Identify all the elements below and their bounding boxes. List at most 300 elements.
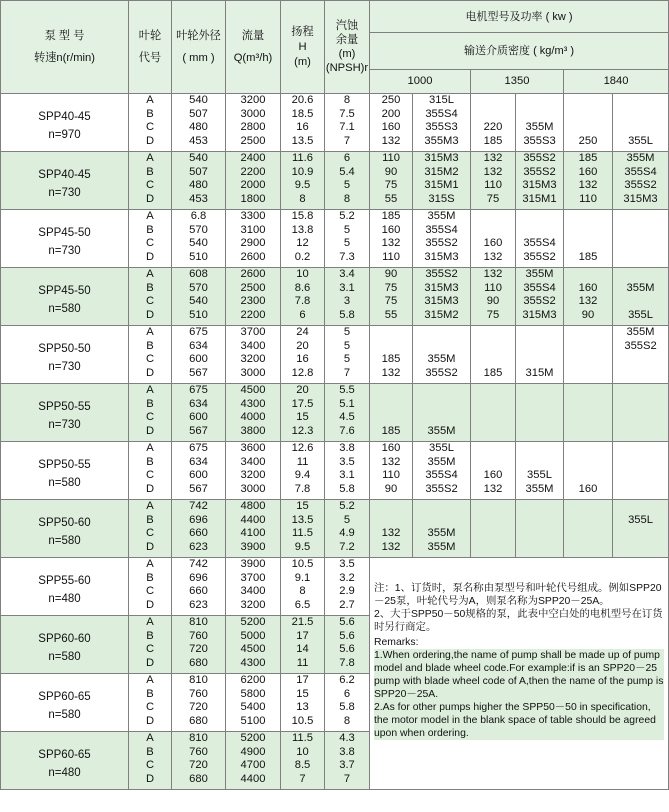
motor-1000-model-cell <box>413 152 471 210</box>
impeller-code-cell <box>129 732 172 790</box>
flow-cell-line: 4000 <box>240 411 266 424</box>
flow-cell-line: 3000 <box>240 366 266 379</box>
npsh-cell-line: 5.2 <box>339 210 355 222</box>
pump-model-cell <box>1 732 129 790</box>
impeller-code-cell <box>129 500 172 558</box>
impeller-code-cell-line: D <box>145 308 155 321</box>
head-cell-line: 9.5 <box>294 540 311 553</box>
head-cell-line: 18.5 <box>291 107 314 120</box>
impeller-dia-cell-line: 810 <box>189 674 208 686</box>
impeller-code-cell-line: C <box>145 759 155 772</box>
impeller-code-cell-line: A <box>146 268 154 280</box>
impeller-code-cell-line: C <box>145 353 155 366</box>
flow-cell-line: 5800 <box>240 687 266 700</box>
motor-1350-kw-cell-line <box>471 210 515 224</box>
npsh-cell-line: 7.2 <box>339 540 355 553</box>
head-cell-line: 16 <box>296 353 309 366</box>
head-cell-line: 13 <box>296 701 309 714</box>
motor-1840-kw-cell-line <box>564 94 612 108</box>
model-header-label: 泵 型 号 <box>44 30 85 42</box>
motor-1350-kw-cell-line: 110 <box>484 179 502 192</box>
impeller-code-cell-line: C <box>145 295 155 308</box>
motor-1000-kw-cell-line <box>370 500 412 514</box>
impeller-code-cell-line: A <box>146 326 154 338</box>
motor-1840-kw-cell-line <box>564 541 612 555</box>
impeller-dia-cell-line: 453 <box>189 134 208 147</box>
impeller-code-cell-line: C <box>145 121 155 134</box>
flow-cell-line: 3900 <box>240 540 266 553</box>
motor-1840-kw-cell-line <box>564 456 612 470</box>
npsh-cell <box>325 558 370 616</box>
impeller-dia-cell-line: 540 <box>189 237 208 250</box>
impeller-code-cell-line: B <box>146 339 154 352</box>
impeller-dia-cell-line: 720 <box>189 643 208 656</box>
impeller-code-cell-line: D <box>145 366 155 379</box>
motor-1840-model-cell-line <box>613 541 668 555</box>
head-cell-line: 11 <box>296 455 309 468</box>
head-cell <box>281 326 325 384</box>
motor-1000-model-cell <box>413 500 471 558</box>
motor-1840-kw-cell-line <box>564 108 612 122</box>
head-cell-line: 24 <box>296 326 309 338</box>
impeller-code-cell-line: B <box>146 107 154 120</box>
impeller-dia-cell-line: 567 <box>189 482 208 495</box>
impeller-code-cell <box>129 94 172 152</box>
npsh-cell-line: 5 <box>343 513 351 526</box>
motor-1350-kw-cell-line <box>471 94 515 108</box>
motor-1350-model-cell-line: 315M3 <box>522 179 557 192</box>
flow-cell <box>226 384 281 442</box>
impeller-dia-cell-line: 600 <box>189 353 208 366</box>
motor-1350-kw-cell-line: 185 <box>483 366 503 379</box>
npsh-cell-line: 3.5 <box>339 558 355 570</box>
pump-model-cell <box>1 384 129 442</box>
impeller-code-cell <box>129 210 172 268</box>
impeller-code-cell-line: A <box>146 616 154 628</box>
motor-1840-model-cell-line <box>613 483 668 497</box>
motor-1350-model-cell <box>516 268 564 326</box>
impeller-code-cell-line: D <box>145 134 155 147</box>
impeller-code-cell-line: B <box>146 513 154 526</box>
npsh-cell <box>325 616 370 674</box>
head-cell-line: 15 <box>296 500 309 512</box>
head-header-line2: H <box>298 40 307 53</box>
flow-header <box>226 1 281 94</box>
motor-1000-model-cell-line: 315M3 <box>424 152 459 164</box>
impeller-dia-cell-line: 623 <box>189 598 208 611</box>
motor-1350-model-cell-line <box>516 210 563 224</box>
impeller-code-cell-line: B <box>146 571 154 584</box>
head-header <box>281 1 325 94</box>
motor-1840-kw-cell-line <box>564 442 612 456</box>
impeller-code-cell-line: C <box>145 237 155 250</box>
notes-cell <box>370 558 669 790</box>
motor-1350-kw-cell-line <box>471 340 515 354</box>
motor-1350-kw-cell-line: 90 <box>486 295 500 308</box>
motor-1840-model-cell-line: 315M3 <box>623 192 658 205</box>
motor-1840-kw-cell-line: 185 <box>578 250 598 263</box>
motor-1840-kw-cell <box>564 152 613 210</box>
head-cell-line: 9.4 <box>294 469 311 482</box>
pump-group-row <box>1 384 669 442</box>
pump-group-row <box>1 442 669 500</box>
flow-cell <box>226 210 281 268</box>
head-cell-line: 17 <box>296 674 309 686</box>
npsh-header <box>325 1 370 94</box>
pump-model: SPP60-60 <box>38 633 91 645</box>
head-cell-line: 11.5 <box>292 527 313 540</box>
motor-1840-model-cell-line <box>613 353 668 367</box>
motor-1840-model-cell-line <box>613 367 668 381</box>
flow-cell-line: 3000 <box>240 107 266 120</box>
motor-1350-model-cell <box>516 210 564 268</box>
motor-1840-model-cell-line: 355L <box>628 513 653 526</box>
impeller-dia-cell-line: 540 <box>189 94 208 106</box>
impeller-dia-cell-line: 634 <box>189 455 208 468</box>
impeller-code-cell-line: B <box>146 745 154 758</box>
npsh-cell <box>325 268 370 326</box>
flow-cell <box>226 152 281 210</box>
npsh-cell-line: 5 <box>343 339 351 352</box>
impeller-dia-cell-line: 760 <box>189 687 208 700</box>
npsh-cell-line: 5.8 <box>339 701 355 714</box>
npsh-cell-line: 3.5 <box>339 455 355 468</box>
motor-1000-model-cell-line: 315M3 <box>424 250 459 263</box>
motor-1000-kw-cell-line: 90 <box>384 268 398 280</box>
motor-1350-model-cell-line: 355S2 <box>523 295 556 308</box>
impeller-dia-cell-line: 608 <box>189 268 208 280</box>
pump-group-row <box>1 210 669 268</box>
motor-1000-kw-cell <box>370 94 413 152</box>
motor-1840-kw-cell-line <box>564 411 612 425</box>
motor-1350-model-cell-line <box>516 224 563 238</box>
motor-1840-kw-cell-line: 185 <box>578 152 598 164</box>
flow-cell-line: 3400 <box>240 455 266 468</box>
flow-cell-line: 4800 <box>240 500 266 512</box>
head-cell-line: 10 <box>296 268 309 280</box>
flow-header-line2: Q(m³/h) <box>233 52 273 64</box>
pump-speed: n=580 <box>48 303 81 315</box>
npsh-cell-line: 3.7 <box>339 759 355 772</box>
impeller-dia-cell-line: 570 <box>189 223 208 236</box>
motor-1000-model-cell-line: 355M <box>427 527 456 540</box>
motor-1350-model-cell-line <box>516 456 563 470</box>
head-cell-line: 17 <box>296 629 309 642</box>
pump-model-cell <box>1 326 129 384</box>
motor-1350-model-cell-line <box>516 340 563 354</box>
impeller-dia-cell-line: 510 <box>189 308 208 321</box>
npsh-cell-line: 6.2 <box>339 674 355 686</box>
npsh-cell-line: 5.6 <box>339 643 355 656</box>
impeller-code-cell <box>129 616 172 674</box>
motor-1840-kw-cell-line <box>564 398 612 412</box>
pump-group-row <box>1 500 669 558</box>
flow-cell-line: 4900 <box>240 745 266 758</box>
impeller-dia-cell-line: 696 <box>189 513 208 526</box>
motor-1000-model-cell <box>413 326 471 384</box>
motor-1840-model-cell-line <box>613 268 668 282</box>
motor-1840-model-cell-line <box>613 384 668 398</box>
motor-1000-model-cell-line: 355S4 <box>425 223 458 236</box>
pump-model: SPP60-65 <box>38 691 91 703</box>
pump-model: SPP50-60 <box>38 517 91 529</box>
motor-1840-kw-cell-line: 160 <box>578 482 598 495</box>
motor-1840-model-cell-line <box>613 469 668 483</box>
motor-1350-kw-cell-line <box>471 398 515 412</box>
pump-model: SPP60-65 <box>38 749 91 761</box>
flow-cell <box>226 558 281 616</box>
pump-model-cell <box>1 674 129 732</box>
head-cell-line: 16 <box>296 121 309 134</box>
npsh-cell-line: 3.1 <box>339 469 355 482</box>
head-cell-line: 7.8 <box>294 482 311 495</box>
pump-model: SPP50-50 <box>38 343 91 355</box>
motor-1840-model-cell-line <box>613 527 668 541</box>
flow-cell-line: 3800 <box>240 424 266 437</box>
motor-1840-model-cell <box>613 442 669 500</box>
impeller-code-cell-line: D <box>145 714 155 727</box>
impeller-code-cell-line: A <box>146 210 154 222</box>
motor-1840-model-cell-line: 355S2 <box>624 339 657 352</box>
impeller-code-cell-line: C <box>145 643 155 656</box>
motor-1350-kw-cell-line: 75 <box>486 192 500 205</box>
motor-header: 电机型号及功率 ( kw ) <box>370 1 669 33</box>
flow-cell-line: 2300 <box>240 295 266 308</box>
motor-1840-kw-cell-line: 250 <box>578 134 598 147</box>
head-cell-line: 10.9 <box>291 165 314 178</box>
flow-cell-line: 3900 <box>240 558 266 570</box>
flow-cell-line: 2500 <box>240 134 266 147</box>
motor-1000-kw-cell-line: 200 <box>381 107 401 120</box>
motor-1000-model-cell-line <box>413 514 470 528</box>
npsh-cell-line: 5.6 <box>339 629 355 642</box>
impeller-code-cell-line: A <box>146 558 154 570</box>
npsh-cell-line: 3.1 <box>339 281 355 294</box>
npsh-cell-line: 3.2 <box>339 571 355 584</box>
head-cell <box>281 442 325 500</box>
impeller-dia-cell-line: 634 <box>189 339 208 352</box>
head-cell-line: 10 <box>296 745 309 758</box>
impeller-dia-header-line2: ( mm ) <box>182 52 215 64</box>
impeller-dia-cell <box>172 442 226 500</box>
motor-1000-kw-cell-line: 110 <box>382 469 400 482</box>
impeller-dia-cell-line: 507 <box>189 107 208 120</box>
pump-model: SPP40-45 <box>38 111 91 123</box>
motor-1000-kw-cell-line: 75 <box>384 179 398 192</box>
motor-1350-kw-cell <box>471 500 516 558</box>
impeller-dia-cell-line: 600 <box>189 469 208 482</box>
flow-cell <box>226 674 281 732</box>
pump-speed: n=580 <box>48 477 81 489</box>
motor-1000-model-cell <box>413 268 471 326</box>
motor-1000-kw-cell-line: 160 <box>381 442 401 454</box>
motor-1350-kw-cell-line: 132 <box>483 250 503 263</box>
notes-cn-1: 注：1、订货时，泵名称由泵型号和叶轮代号组成。例如SPP20－25泵，叶轮代号为A，则泵名称为SPP20－25A。 <box>374 583 662 607</box>
npsh-cell-line: 5.1 <box>339 397 355 410</box>
motor-1350-model-cell-line <box>516 442 563 456</box>
motor-1350-kw-cell <box>471 152 516 210</box>
motor-1840-model-cell-line: 355S4 <box>624 165 657 178</box>
npsh-cell-line: 5 <box>343 237 351 250</box>
motor-1000-model-cell-line <box>413 398 470 412</box>
motor-1000-kw-cell-line: 90 <box>384 165 398 178</box>
motor-1840-model-cell-line <box>613 425 668 439</box>
npsh-cell-line: 5.2 <box>339 500 355 512</box>
pump-speed: n=730 <box>48 419 81 431</box>
impeller-code-cell-line: D <box>145 656 155 669</box>
motor-1350-kw-cell <box>471 268 516 326</box>
impeller-code-cell-line: D <box>145 482 155 495</box>
motor-1000-model-cell-line: 355S3 <box>425 121 458 134</box>
motor-1000-model-cell-line: 355S4 <box>425 107 458 120</box>
motor-1840-kw-cell-line <box>564 340 612 354</box>
head-cell-line: 20 <box>296 384 309 396</box>
npsh-cell-line: 5.4 <box>339 165 355 178</box>
flow-cell <box>226 732 281 790</box>
impeller-dia-cell-line: 567 <box>189 366 208 379</box>
motor-1350-model-cell-line <box>516 398 563 412</box>
flow-cell-line: 6200 <box>240 674 266 686</box>
motor-1350-kw-cell-line <box>471 411 515 425</box>
flow-cell-line: 2800 <box>240 121 266 134</box>
impeller-dia-cell <box>172 326 226 384</box>
motor-1350-model-cell-line: 355M <box>525 121 554 134</box>
head-cell-line: 14 <box>296 643 309 656</box>
impeller-dia-cell-line: 742 <box>189 558 208 570</box>
motor-1000-kw-cell <box>370 210 413 268</box>
flow-cell-line: 4400 <box>240 772 266 785</box>
motor-1840-model-cell <box>613 384 669 442</box>
npsh-cell-line: 5.6 <box>339 616 355 628</box>
motor-1000-model-cell-line: 355L <box>429 442 454 454</box>
head-cell-line: 9.5 <box>294 179 311 192</box>
motor-1840-kw-cell-line <box>564 500 612 514</box>
impeller-code-header-line1: 叶轮 <box>138 30 162 42</box>
flow-cell-line: 3000 <box>240 482 266 495</box>
density-1840: 1840 <box>564 70 669 94</box>
pump-speed: n=730 <box>48 361 81 373</box>
impeller-dia-cell-line: 6.8 <box>190 210 207 222</box>
impeller-dia-cell-line: 675 <box>189 442 208 454</box>
motor-1350-kw-cell <box>471 326 516 384</box>
motor-1350-kw-cell-line <box>471 541 515 555</box>
npsh-cell-line: 2.9 <box>339 585 355 598</box>
motor-1350-model-cell-line: 355S2 <box>523 165 556 178</box>
motor-1840-kw-cell <box>564 500 613 558</box>
pump-model: SPP50-55 <box>38 401 91 413</box>
npsh-cell-line: 7.6 <box>339 424 355 437</box>
head-cell <box>281 732 325 790</box>
motor-1350-model-cell <box>516 500 564 558</box>
motor-1350-model-cell <box>516 442 564 500</box>
npsh-cell-line: 3.8 <box>339 745 355 758</box>
motor-1840-model-cell-line: 355M <box>626 326 655 338</box>
motor-1350-model-cell <box>516 152 564 210</box>
motor-1350-model-cell-line: 355M <box>525 482 554 495</box>
npsh-cell <box>325 94 370 152</box>
motor-1350-kw-cell-line: 132 <box>483 482 503 495</box>
head-header-line3: (m) <box>294 55 311 68</box>
head-cell-line: 11.5 <box>292 732 313 744</box>
npsh-cell-line: 2.7 <box>339 598 355 611</box>
motor-1840-model-cell <box>613 500 669 558</box>
motor-1000-kw-cell-line: 132 <box>381 237 401 250</box>
impeller-code-cell <box>129 152 172 210</box>
npsh-cell-line: 5.8 <box>339 482 355 495</box>
motor-1350-kw-cell-line: 220 <box>483 121 503 134</box>
motor-1840-kw-cell-line <box>564 237 612 251</box>
impeller-dia-header-line1: 叶轮外径 <box>176 30 221 42</box>
flow-cell-line: 5200 <box>240 616 266 628</box>
motor-1350-model-cell-line <box>516 425 563 439</box>
impeller-code-cell-line: B <box>146 281 154 294</box>
npsh-header-line4: (NPSH)r <box>325 62 369 74</box>
motor-1350-model-cell-line <box>516 500 563 514</box>
npsh-cell <box>325 384 370 442</box>
motor-1350-model-cell-line <box>516 108 563 122</box>
motor-1350-kw-cell-line <box>471 442 515 456</box>
impeller-code-cell-line: B <box>146 223 154 236</box>
motor-1840-model-cell-line <box>613 251 668 265</box>
motor-1000-model-cell-line: 355M <box>427 210 456 222</box>
model-header <box>1 1 129 94</box>
pump-model-cell <box>1 616 129 674</box>
impeller-dia-cell-line: 540 <box>189 152 208 164</box>
motor-1840-kw-cell-line: 110 <box>579 192 597 205</box>
motor-1000-kw-cell-line: 75 <box>384 281 398 294</box>
motor-1840-model-cell <box>613 210 669 268</box>
flow-cell-line: 3200 <box>240 353 266 366</box>
head-cell-line: 8.5 <box>294 759 311 772</box>
impeller-code-cell-line: C <box>145 585 155 598</box>
npsh-cell-line: 3 <box>343 295 351 308</box>
flow-cell-line: 4300 <box>240 397 266 410</box>
impeller-dia-cell-line: 453 <box>189 192 208 205</box>
impeller-code-cell-line: A <box>146 94 154 106</box>
impeller-dia-cell-line: 567 <box>189 424 208 437</box>
impeller-dia-cell-line: 660 <box>189 585 208 598</box>
motor-1350-model-cell-line <box>516 94 563 108</box>
motor-1350-kw-cell <box>471 210 516 268</box>
npsh-cell-line: 5 <box>343 179 351 192</box>
impeller-code-cell <box>129 326 172 384</box>
impeller-code-cell-line: C <box>145 701 155 714</box>
motor-1000-kw-cell-line: 185 <box>381 424 401 437</box>
impeller-code-cell <box>129 442 172 500</box>
pump-model-cell <box>1 500 129 558</box>
motor-1000-kw-cell-line: 185 <box>381 353 401 366</box>
motor-1350-model-cell-line <box>516 411 563 425</box>
motor-1350-kw-cell-line: 132 <box>483 152 503 164</box>
motor-1000-model-cell-line: 315M3 <box>424 281 459 294</box>
impeller-dia-cell <box>172 94 226 152</box>
impeller-code-cell-line: A <box>146 442 154 454</box>
impeller-dia-cell-line: 675 <box>189 326 208 338</box>
motor-1840-model-cell-line <box>613 456 668 470</box>
impeller-code-cell-line: D <box>145 192 155 205</box>
motor-1350-model-cell-line: 355S2 <box>523 152 556 164</box>
motor-1840-model-cell-line <box>613 210 668 224</box>
impeller-code-cell-line: D <box>145 772 155 785</box>
head-cell-line: 13.8 <box>291 223 314 236</box>
npsh-header-line2: 余量 <box>335 34 359 46</box>
motor-1840-model-cell-line <box>613 411 668 425</box>
flow-cell-line: 2000 <box>240 179 266 192</box>
flow-cell-line: 2600 <box>240 250 266 263</box>
pump-group-row <box>1 326 669 384</box>
motor-1350-kw-cell <box>471 94 516 152</box>
npsh-cell-line: 5 <box>343 353 351 366</box>
